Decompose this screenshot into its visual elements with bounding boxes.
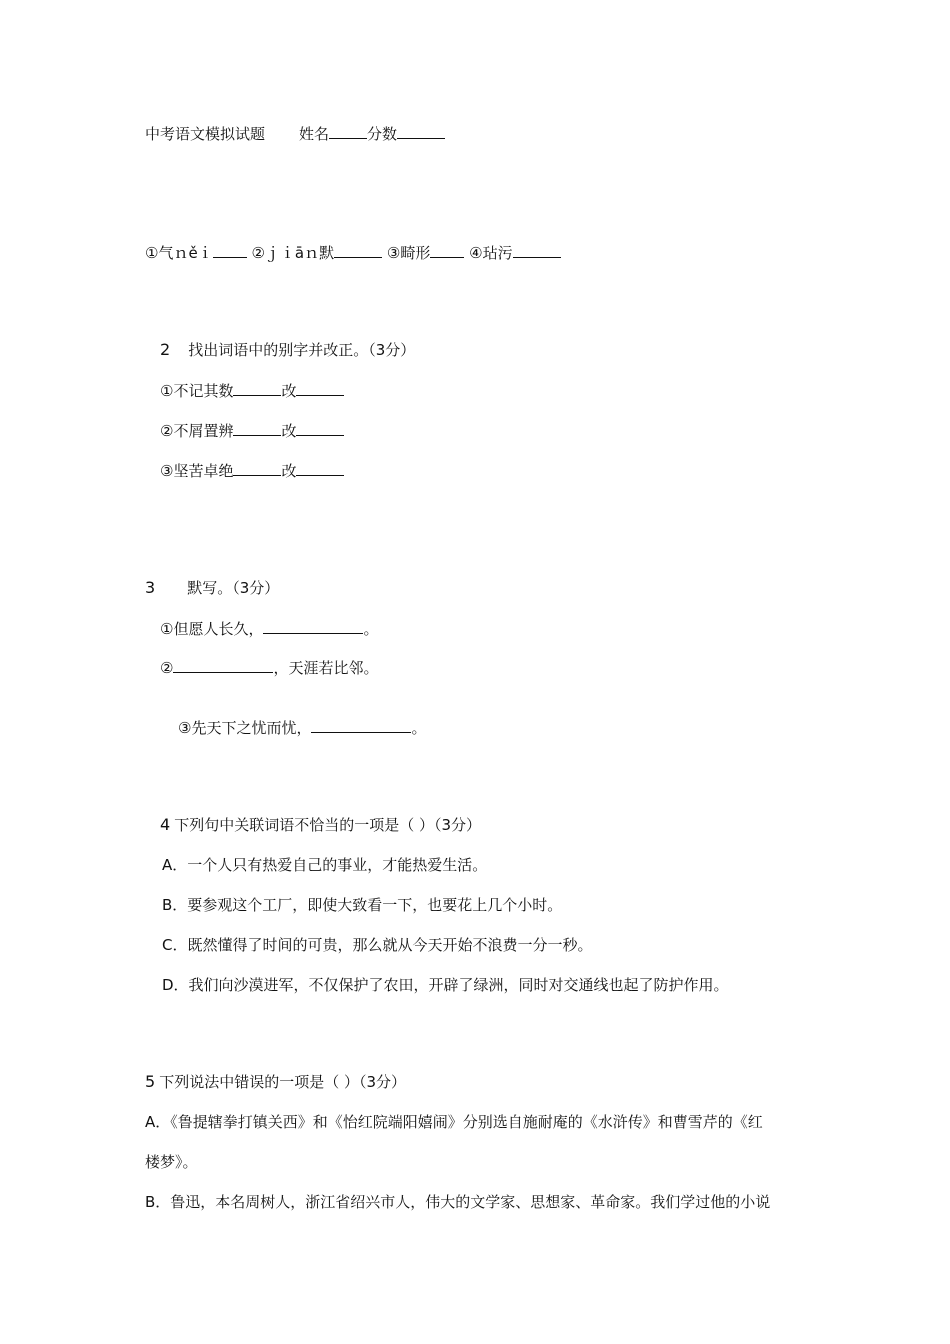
q1-item: ②ｊｉāｎ默	[251, 244, 335, 262]
question-number: 3	[145, 578, 156, 597]
question-prompt: 下列句中关联词语不恰当的一项是（ ）（3分）	[174, 816, 482, 834]
q1-blank[interactable]	[430, 242, 464, 258]
correct-char-blank[interactable]	[296, 380, 344, 396]
q3-item-before: ②	[160, 659, 174, 677]
q4-option-d: D．我们向沙漠进军，不仅保护了农田，开辟了绿洲，同时对交通线也起了防护作用。	[162, 976, 729, 994]
question-prompt: 默写。（3分）	[187, 579, 280, 597]
q4-option-a: A．一个人只有热爱自己的事业，才能热爱生活。	[162, 856, 488, 874]
question-number: 4	[160, 815, 171, 834]
wrong-char-blank[interactable]	[233, 420, 281, 436]
question-number: 5	[145, 1072, 156, 1091]
question-1	[145, 242, 561, 263]
question-prompt: 下列说法中错误的一项是（ ）（3分）	[159, 1073, 407, 1091]
q4-option-c: C．既然懂得了时间的可贵，那么就从今天开始不浪费一分一秒。	[162, 936, 593, 954]
q5-heading	[145, 1072, 406, 1092]
q2-item	[160, 420, 344, 441]
q1-item: ①气ｎěｉ	[145, 244, 213, 262]
q2-item-text: ③坚苦卓绝	[160, 462, 234, 480]
exam-title: 中考语文模拟试题	[145, 125, 266, 143]
wrong-char-blank[interactable]	[233, 380, 281, 396]
question-prompt: 找出词语中的别字并改正。（3分）	[188, 341, 416, 359]
q3-item-after: ，天涯若比邻。	[273, 659, 379, 677]
q3-item-before: ③先天下之忧而忧，	[178, 719, 312, 737]
score-label: 分数	[367, 125, 398, 143]
q3-heading	[145, 578, 279, 598]
q4-heading	[160, 815, 481, 835]
correct-label: 改	[281, 462, 297, 480]
q2-heading	[160, 340, 415, 360]
score-blank[interactable]	[397, 123, 445, 139]
q1-item: ③畸形	[386, 244, 431, 262]
correct-label: 改	[281, 422, 297, 440]
q2-item	[160, 380, 344, 401]
q2-item-text: ②不屑置辨	[160, 422, 234, 440]
correct-char-blank[interactable]	[296, 460, 344, 476]
q3-item-after: 。	[363, 620, 379, 638]
q3-item	[160, 657, 378, 678]
question-number: 2	[160, 340, 171, 359]
exam-header	[145, 123, 445, 144]
name-label: 姓名	[299, 125, 330, 143]
correct-label: 改	[281, 382, 297, 400]
q5-option-a-line2: 楼梦》。	[145, 1153, 198, 1171]
dictation-blank[interactable]	[263, 618, 363, 634]
q5-option-a-line1: A．《鲁提辖拳打镇关西》和《怡红院端阳嬉闹》分别选自施耐庵的《水浒传》和曹雪芹的《红	[145, 1113, 763, 1131]
q5-option-b-line1: B．鲁迅，本名周树人，浙江省绍兴市人，伟大的文学家、思想家、革命家。我们学过他的小说	[145, 1193, 771, 1211]
dictation-blank[interactable]	[173, 657, 273, 673]
q3-item-before: ①但愿人长久，	[160, 620, 264, 638]
q1-blank[interactable]	[213, 242, 247, 258]
q2-item-text: ①不记其数	[160, 382, 234, 400]
name-blank[interactable]	[329, 123, 367, 139]
q4-option-b: B．要参观这个工厂，即使大致看一下，也要花上几个小时。	[162, 896, 563, 914]
q2-item	[160, 460, 344, 481]
dictation-blank[interactable]	[311, 717, 411, 733]
correct-char-blank[interactable]	[296, 420, 344, 436]
q3-item	[178, 717, 426, 738]
q1-blank[interactable]	[334, 242, 382, 258]
q3-item	[160, 618, 378, 639]
q1-item: ④玷污	[469, 244, 513, 262]
q1-blank[interactable]	[513, 242, 561, 258]
q3-item-after: 。	[411, 719, 427, 737]
wrong-char-blank[interactable]	[233, 460, 281, 476]
